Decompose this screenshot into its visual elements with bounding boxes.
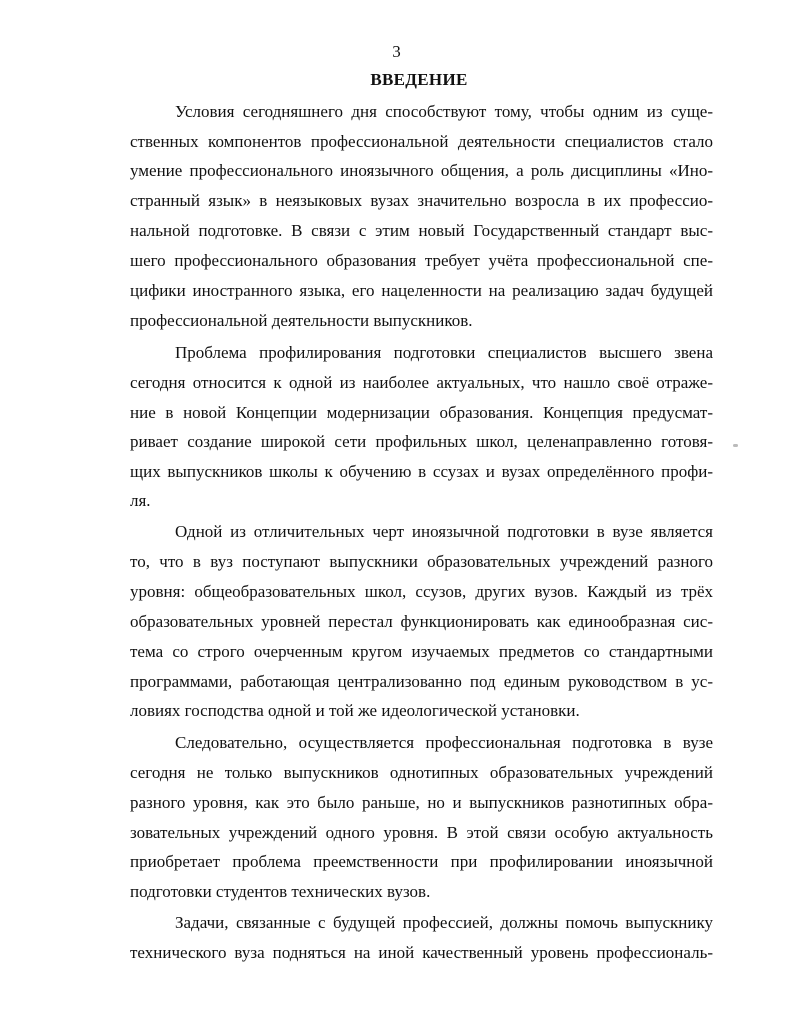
paragraph-1-line-8: профессиональной деятельности выпускников. xyxy=(130,311,473,330)
paragraph-1-line-1: Условия сегодняшнего дня способствуют тому, чтобы одним из суще- xyxy=(175,102,713,121)
paragraph-3-line-3: уровня: общеобразовательных школ, ссузов, других вузов. Каждый из трёх xyxy=(130,582,713,601)
paragraph-1-line-5: нальной подготовке. В связи с этим новый Государственный стандарт выс- xyxy=(130,221,713,240)
paragraph-1-line-6: шего профессионального образования требует учёта профессиональной спе- xyxy=(130,251,713,270)
paragraph-4-line-2: сегодня не только выпускников однотипных образовательных учреждений xyxy=(130,763,713,782)
paragraph-2-line-1: Проблема профилирования подготовки специалистов высшего звена xyxy=(175,343,713,362)
paragraph-1-line-2: ственных компонентов профессиональной деятельности специалистов стало xyxy=(130,132,713,151)
paragraph-1-line-7: цифики иностранного языка, его нацеленности на реализацию задач будущей xyxy=(130,281,713,300)
paragraph-1-line-3: умение профессионального иноязычного общения, а роль дисциплины «Ино- xyxy=(130,161,713,180)
paragraph-4-line-3: разного уровня, как это было раньше, но и выпускников разнотипных обра- xyxy=(130,793,713,812)
paragraph-3-line-4: образовательных уровней перестал функционировать как единообразная сис- xyxy=(130,612,713,631)
section-title: ВВЕДЕНИЕ xyxy=(370,70,468,89)
page-number: 3 xyxy=(392,42,401,61)
paragraph-4-line-5: приобретает проблема преемственности при профилировании иноязычной xyxy=(130,852,713,871)
paragraph-2-line-4: ривает создание широкой сети профильных школ, целенаправленно готовя- xyxy=(130,432,713,451)
paragraph-4-line-1: Следовательно, осуществляется профессиональная подготовка в вузе xyxy=(175,733,713,752)
paragraph-4-line-6: подготовки студентов технических вузов. xyxy=(130,882,431,901)
paragraph-2-line-6: ля. xyxy=(130,491,151,510)
paragraph-2-line-2: сегодня относится к одной из наиболее актуальных, что нашло своё отраже- xyxy=(130,373,713,392)
paragraph-3-line-6: программами, работающая централизованно под единым руководством в ус- xyxy=(130,672,713,691)
paragraph-3-line-7: ловиях господства одной и той же идеологической установки. xyxy=(130,701,580,720)
paragraph-4-line-4: зовательных учреждений одного уровня. В этой связи особую актуальность xyxy=(130,823,713,842)
paragraph-3-line-1: Одной из отличительных черт иноязычной подготовки в вузе является xyxy=(175,522,713,541)
paragraph-2-line-5: щих выпускников школы к обучению в ссузах и вузах определённого профи- xyxy=(130,462,713,481)
paragraph-3-line-5: тема со строго очерченным кругом изучаемых предметов со стандартными xyxy=(130,642,713,661)
paragraph-5-line-1: Задачи, связанные с будущей профессией, должны помочь выпускнику xyxy=(175,913,713,932)
paragraph-5-line-2: технического вуза подняться на иной качественный уровень профессиональ- xyxy=(130,943,713,962)
paragraph-2-line-3: ние в новой Концепции модернизации образования. Концепция предусмат- xyxy=(130,403,713,422)
paragraph-3-line-2: то, что в вуз поступают выпускники образовательных учреждений разного xyxy=(130,552,713,571)
scan-speck xyxy=(733,444,738,447)
paragraph-1-line-4: странный язык» в неязыковых вузах значительно возросла в их профессио- xyxy=(130,191,713,210)
